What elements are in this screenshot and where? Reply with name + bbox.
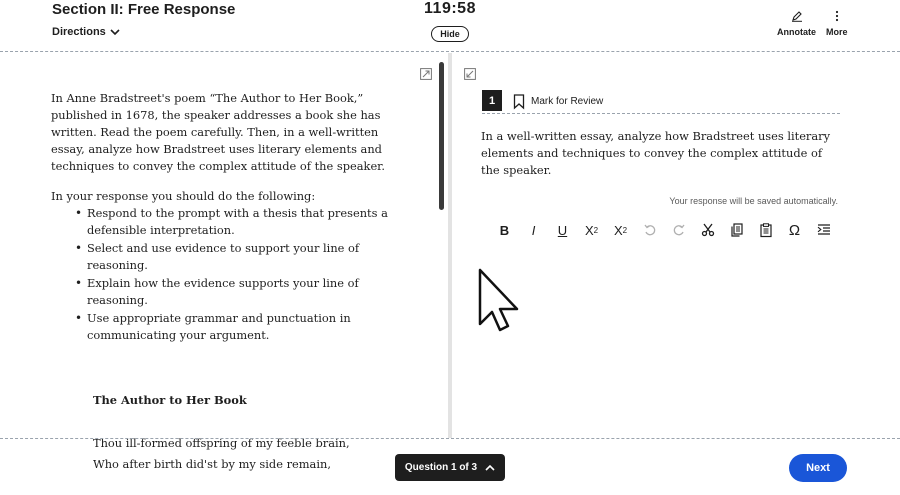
question-navigator-button[interactable] <box>395 454 505 481</box>
next-button[interactable]: Next <box>789 454 847 482</box>
hide-timer-button[interactable]: Hide <box>431 26 469 42</box>
special-characters-button[interactable] <box>780 219 809 241</box>
passage-scrollbar[interactable] <box>439 62 444 210</box>
response-editor[interactable] <box>482 251 840 431</box>
more-vertical-icon <box>831 10 843 22</box>
copy-button[interactable] <box>722 219 751 241</box>
bold-button[interactable]: B <box>499 222 510 238</box>
italic-button[interactable] <box>519 219 548 241</box>
more-button[interactable] <box>826 10 848 37</box>
indent-icon <box>817 223 831 237</box>
question-pane <box>452 53 900 437</box>
omega-icon: Ω <box>788 221 801 239</box>
undo-icon <box>643 223 657 237</box>
superscript-button[interactable] <box>577 219 606 241</box>
question-number: 1 <box>482 90 502 111</box>
timer <box>0 0 900 18</box>
question-text: In a well-written essay, analyze how Bradstreet uses literary elements and techniques to convey the complex attitude of the speaker. <box>481 129 831 177</box>
autosave-note: Your response will be saved automatically. <box>669 196 838 206</box>
undo-button[interactable] <box>635 219 664 241</box>
timer-value: 119:58 <box>424 0 476 17</box>
superscript-base: X <box>584 222 594 238</box>
subscript-button[interactable] <box>606 219 635 241</box>
requirements-list <box>51 205 411 344</box>
redo-button[interactable] <box>664 219 693 241</box>
indent-button[interactable] <box>809 219 838 241</box>
passage-intro: In Anne Bradstreet's poem “The Author to Her Book,” published in 1678, the speaker addresses a book she has written. Read the poem carefully. Then, in a well-written essay, analyze how Bradstreet uses literary elements and techniques to convey the complex attitude of the speaker. <box>51 91 385 173</box>
question-nav-label: Question 1 of 3 <box>404 462 478 473</box>
annotate-button[interactable] <box>777 10 816 37</box>
list-item: • Respond to the prompt with a thesis that presents a defensible interpretation. <box>51 205 411 239</box>
italic-label: I <box>531 222 536 238</box>
underline-button[interactable] <box>548 219 577 241</box>
directions-label: Directions <box>52 26 106 38</box>
list-item: • Explain how the evidence supports your line of reasoning. <box>51 275 411 309</box>
response-intro: In your response you should do the following: <box>51 189 316 203</box>
collapse-icon[interactable] <box>464 68 476 80</box>
poem-line: Thou ill-formed offspring of my feeble brain, <box>93 436 350 450</box>
poem-line: Who after birth did'st by my side remain, <box>93 457 331 471</box>
subscript-exp: 2 <box>622 225 628 235</box>
section-title: Section II: Free Response <box>52 1 236 18</box>
mark-for-review-button[interactable] <box>513 94 603 109</box>
redo-icon <box>672 223 686 237</box>
poem-title: The Author to Her Book <box>93 393 247 407</box>
list-item: • Select and use evidence to support your line of reasoning. <box>51 240 411 274</box>
editor-toolbar <box>490 219 838 241</box>
directions-button[interactable] <box>52 26 120 38</box>
chevron-down-icon <box>110 28 120 36</box>
expand-icon[interactable] <box>420 68 432 80</box>
subscript-base: X <box>613 222 623 238</box>
header-divider <box>0 51 900 52</box>
footer-divider <box>0 438 900 439</box>
pencil-icon <box>791 10 803 22</box>
question-divider <box>482 113 840 114</box>
top-bar <box>0 0 900 52</box>
list-item: • Use appropriate grammar and punctuation in communicating your argument. <box>51 310 411 344</box>
underline-label: U <box>557 222 568 238</box>
annotate-label: Annotate <box>777 27 816 37</box>
cut-button[interactable] <box>693 219 722 241</box>
superscript-exp: 2 <box>593 225 599 235</box>
paste-button[interactable] <box>751 219 780 241</box>
copy-icon <box>730 223 744 237</box>
bottom-bar <box>0 440 900 495</box>
passage-text <box>51 90 411 477</box>
mark-review-label: Mark for Review <box>531 96 604 107</box>
clipboard-icon <box>759 223 773 237</box>
scissors-icon <box>701 223 715 237</box>
bookmark-icon <box>513 94 525 109</box>
chevron-up-icon <box>485 464 495 471</box>
more-label: More <box>826 27 848 37</box>
passage-pane <box>0 53 446 471</box>
